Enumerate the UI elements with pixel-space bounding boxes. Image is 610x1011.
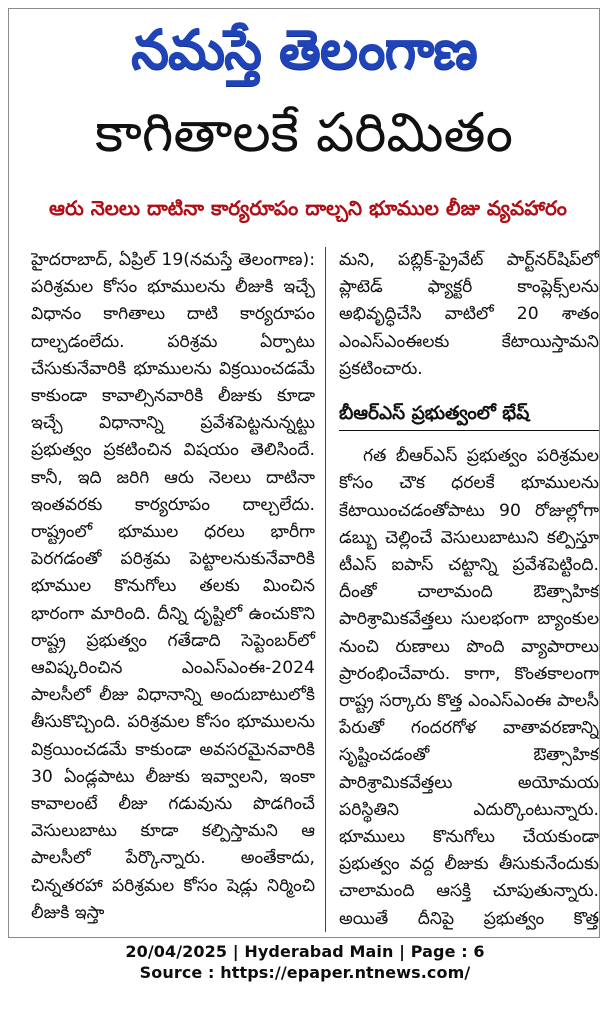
page-footer bbox=[0, 941, 610, 983]
newspaper-clipping bbox=[8, 8, 600, 938]
right-column bbox=[325, 247, 599, 932]
paragraph: గత బీఆర్ఎస్ ప్రభుత్వం పరిశ్రమల కోసం చౌక ధరలకే భూములను కేటాయించడంతోపాటు 90 రోజుల్లోగా డబ్బు చెల్లించే వెసులుబాటుని కల్పిస్తూ టీఎస్ ఐపాస్ చట్టాన్ని ప్రవేశపెట్టింది. దీంతో చాలామంది ఔత్సాహిక పారిశ్రామికవేత్తలు సులభంగా బ్యాంకుల నుంచి రుణాలు పొంది వ్యాపారాలు ప్రారంభించేవారు. కాగా, కొంతకాలంగా రాష్ట్ర సర్కారు కొత్త ఎంఎస్ఎంఈ పాలసీ పేరుతో గందరగోళ వాతావరణాన్ని సృష్టించడంతో ఔత్సాహిక పారిశ్రామికవేత్తలు అయోమయ పరిస్థితిని ఎదుర్కొంటున్నారు. భూములు కొనుగోలు చేయకుండా ప్రభుత్వం వద్ద లీజుకు తీసుకునేందుకు చాలామంది ఆసక్తి చూపుతున్నారు. అయితే దీనిపై ప్రభుత్వం కొత్త bbox=[339, 446, 599, 929]
article-headline: కాగితాలకే పరిమితం bbox=[95, 101, 513, 164]
footer-source: Source : https://epaper.ntnews.com/ bbox=[139, 963, 471, 982]
footer-edition-info: 20/04/2025 | Hyderabad Main | Page : 6 bbox=[125, 942, 485, 961]
article-subheading: ఆరు నెలలు దాటినా కార్యరూపం దాల్చని భూముల లీజు వ్యవహారం bbox=[49, 196, 567, 220]
newspaper-logo: నమస్తే తెలంగాణ bbox=[131, 18, 477, 81]
left-column bbox=[31, 247, 326, 932]
paragraph: హైదరాబాద్, ఏప్రిల్ 19(నమస్తే తెలంగాణ): పరిశ్రమల కోసం భూములను లీజుకి ఇచ్చే విధానం కాగితాలు దాటి కార్యరూపం దాల్చడంలేదు. పరిశ్రమ ఏర్పాటు చేసుకునేవారికి భూములను విక్రయించడమే కాకుండా కావాల్సినవారికి లీజుకు కూడా ఇచ్చే విధానాన్ని ప్రవేశపెట్టనున్నట్టు ప్రభుత్వం ప్రకటించిన విషయం తెలిసిందే. కానీ, ఇది జరిగి ఆరు నెలలు దాటినా ఇంతవరకు కార్యరూపం దాల్చలేదు. రాష్ట్రంలో భూముల ధరలు భారీగా పెరగడంతో పరిశ్రమ పెట్టాలనుకునేవారికి భూముల కొనుగోలు తలకు మించిన భారంగా మారింది. దీన్ని దృష్టిలో ఉంచుకొని రాష్ట్ర ప్రభుత్వం గతేడాది సెప్టెంబర్‌లో ఆవిష్కరించిన ఎంఎస్ఎంఈ-2024 పాలసీలో లీజు విధానాన్ని అందుబాటులోకి తీసుకొచ్చింది. పరిశ్రమల కోసం భూములను విక్రయించడమే కాకుండా అవసరమైనవారికి 30 ఏండ్లపాటు లీజుకు ఇవ్వాలని, ఇంకా కావాలంటే లీజు గడువును పొడగించే వెసులుబాటు కూడా కల్పిస్తామని ఆ పాలసీలో పేర్కొన్నారు. అంతేకాదు, చిన్నతరహా పరిశ్రమల కోసం షెడ్లు నిర్మించి లీజుకి ఇస్తా bbox=[31, 250, 315, 923]
article-body bbox=[31, 247, 599, 932]
masthead bbox=[9, 13, 599, 87]
paragraph: మని, పబ్లిక్-ప్రైవేట్ పార్ట్‌నర్‌షిప్‌లో ప్లాటెడ్ ఫ్యాక్టరీ కాంప్లెక్స్‌లను అభివృద్ధిచేసి వాటిలో 20 శాతం ఎంఎస్ఎంఈలకు కేటాయిస్తామని ప్రకటించారు. bbox=[339, 250, 599, 379]
section-heading: బీఆర్ఎస్ ప్రభుత్వంలో భేష్ bbox=[339, 403, 599, 431]
